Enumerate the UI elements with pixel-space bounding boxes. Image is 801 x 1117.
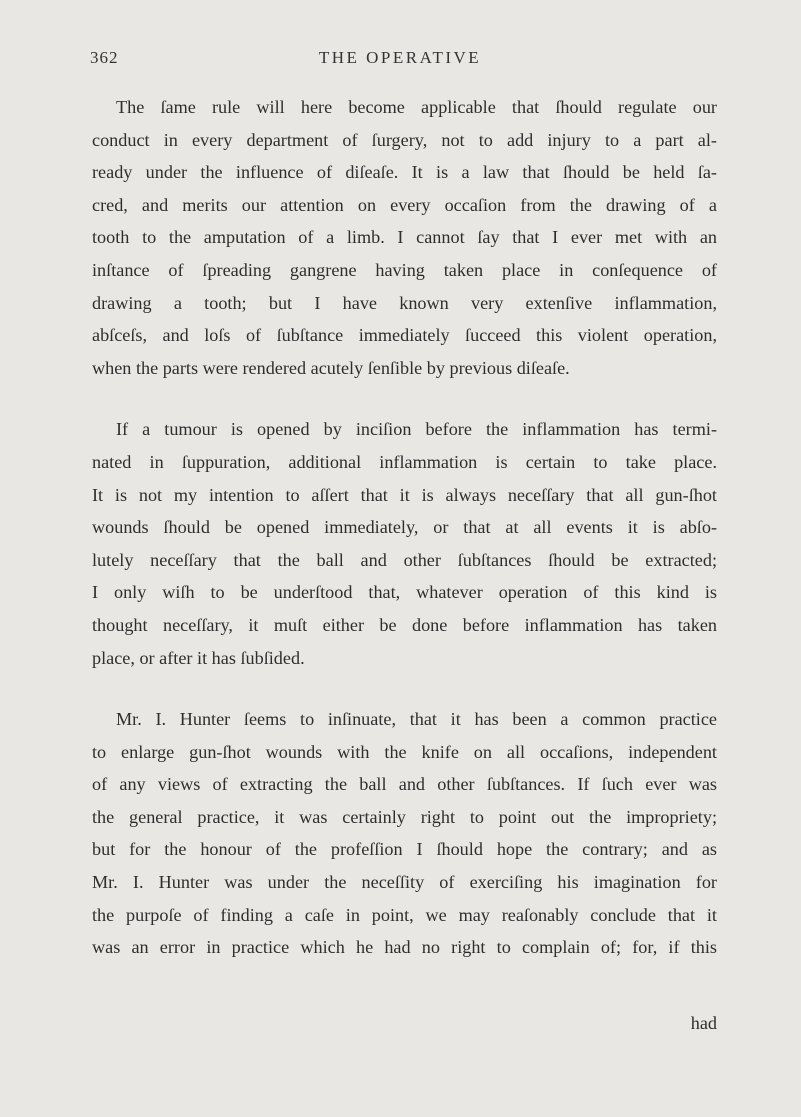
text-line: of any views of extracting the ball and other ſubſtances. If ſuch ever was	[92, 774, 717, 795]
text-line: drawing a tooth; but I have known very extenſive inflammation,	[92, 292, 717, 313]
text-line: I only wiſh to be underſtood that, whatever operation of this kind is	[92, 582, 717, 603]
text-line: The ſame rule will here become applicable that ſhould regulate our	[116, 97, 717, 117]
text-line: tooth to the amputation of a limb. I cannot ſay that I ever met with an	[92, 227, 717, 248]
paragraph-1	[92, 91, 717, 384]
text-line: ready under the influence of diſeaſe. It is a law that ſhould be held ſa-	[92, 162, 717, 183]
text-line: If a tumour is opened by inciſion before the inflammation has termi-	[116, 419, 717, 440]
text-line: wounds ſhould be opened immediately, or that at all events it is abſo-	[92, 517, 717, 538]
text-line: was an error in practice which he had no right to complain of; for, if this	[92, 937, 717, 958]
running-head	[90, 48, 710, 78]
paragraph-gap	[92, 674, 717, 703]
text-line: conduct in every department of ſurgery, not to add injury to a part al-	[92, 129, 717, 150]
text-line: nated in ſuppuration, additional inflammation is certain to take place.	[92, 451, 717, 472]
text-line: cred, and merits our attention on every occaſion from the drawing of a	[92, 194, 717, 215]
body-text	[92, 91, 717, 964]
text-line: inſtance of ſpreading gangrene having taken place in conſequence of	[92, 259, 717, 280]
text-line: abſceſs, and loſs of ſubſtance immediately ſucceed this violent operation,	[92, 325, 717, 346]
paragraph-2	[92, 413, 717, 674]
text-line: thought neceſſary, it muſt either be done before inflammation has taken	[92, 614, 717, 635]
paragraph-gap	[92, 384, 717, 413]
text-line: the general practice, it was certainly right to point out the impropriety;	[92, 806, 717, 827]
paragraph-3	[92, 703, 717, 964]
page-number: 362	[90, 48, 119, 67]
catchword: had	[690, 1013, 717, 1033]
text-line: but for the honour of the profeſſion I ſhould hope the contrary; and as	[92, 839, 717, 860]
text-line: Mr. I. Hunter was under the neceſſity of exerciſing his imagination for	[92, 872, 717, 893]
text-line: It is not my intention to aſſert that it is always neceſſary that all gun-ſhot	[92, 484, 717, 505]
text-line: Mr. I. Hunter ſeems to inſinuate, that it has been a common practice	[116, 709, 717, 730]
text-line: the purpoſe of finding a caſe in point, we may reaſonably conclude that it	[92, 904, 717, 925]
text-line: lutely neceſſary that the ball and other ſubſtances ſhould be extracted;	[92, 549, 717, 570]
text-line: to enlarge gun-ſhot wounds with the knife on all occaſions, independent	[92, 741, 717, 762]
running-title: THE OPERATIVE	[318, 48, 482, 67]
text-line: when the parts were rendered acutely ſenſible by previous diſeaſe.	[92, 357, 570, 378]
text-line: place, or after it has ſubſided.	[92, 647, 305, 668]
